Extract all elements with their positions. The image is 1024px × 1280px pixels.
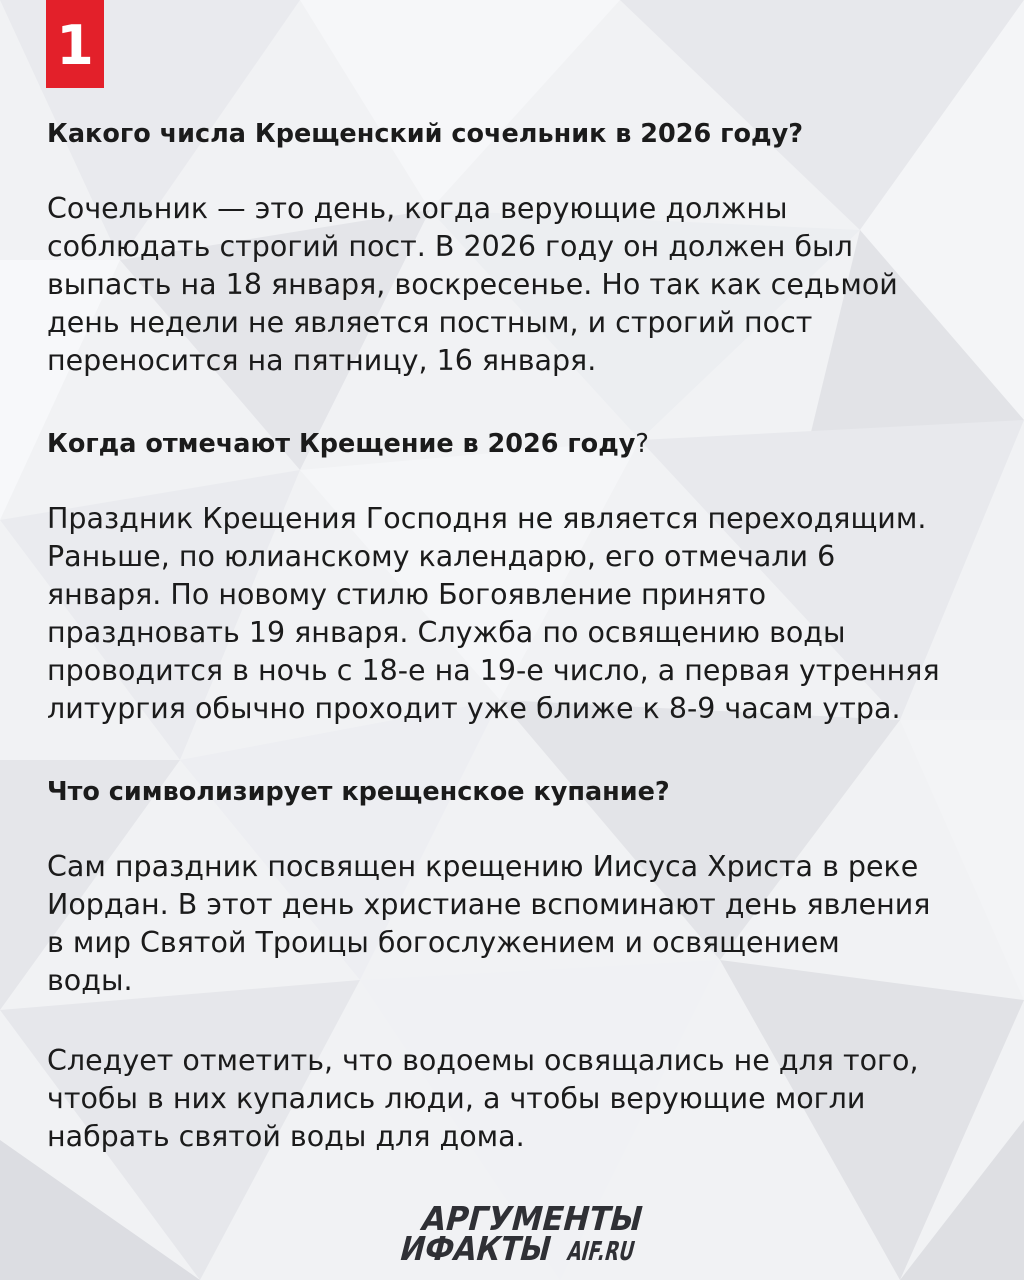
heading-bathing-symbolism: Что символизирует крещенское купание? xyxy=(47,777,670,807)
aif-logo xyxy=(392,1196,667,1268)
slide-number-badge xyxy=(46,0,104,88)
paragraph-bathing-symbolism: Сам праздник посвящен крещению Иисуса Христа в реке Иордан. В этот день христиане вспоминают день явления в мир Святой Троицы богослужением и освящением воды. xyxy=(47,850,931,997)
paragraph-epiphany-eve: Сочельник — это день, когда верующие должны соблюдать строгий пост. В 2026 году он должен был выпасть на 18 января, воскресенье. Но так как седьмой день недели не является постным, и строгий пост переносится на пятницу, 16 января. xyxy=(47,192,898,377)
paragraph-epiphany-date: Праздник Крещения Господня не является переходящим. Раньше, по юлианскому календарю, его отмечали 6 января. По новому стилю Богоявление принято праздновать 19 января. Служба по освящению воды проводится в ночь с 18-е на 19-е число, а первая утренняя литургия обычно проходит уже ближе к 8-9 часам утра. xyxy=(47,502,940,725)
paragraph-holy-water: Следует отметить, что водоемы освящались не для того, чтобы в них купались люди, а чтобы верующие могли набрать святой воды для дома. xyxy=(47,1044,919,1153)
svg-text:АРГУМЕНТЫ: АРГУМЕНТЫ xyxy=(417,1199,663,1238)
heading-epiphany-date: Когда отмечают Крещение в 2026 году? xyxy=(47,429,649,459)
article-content xyxy=(47,112,982,1156)
svg-text:ИФАКТЫ: ИФАКТЫ xyxy=(396,1229,576,1268)
slide-number: 1 xyxy=(56,14,94,77)
svg-text:AIF.RU: AIF.RU xyxy=(564,1236,667,1267)
heading-epiphany-eve: Какого числа Крещенский сочельник в 2026 году? xyxy=(47,119,803,149)
